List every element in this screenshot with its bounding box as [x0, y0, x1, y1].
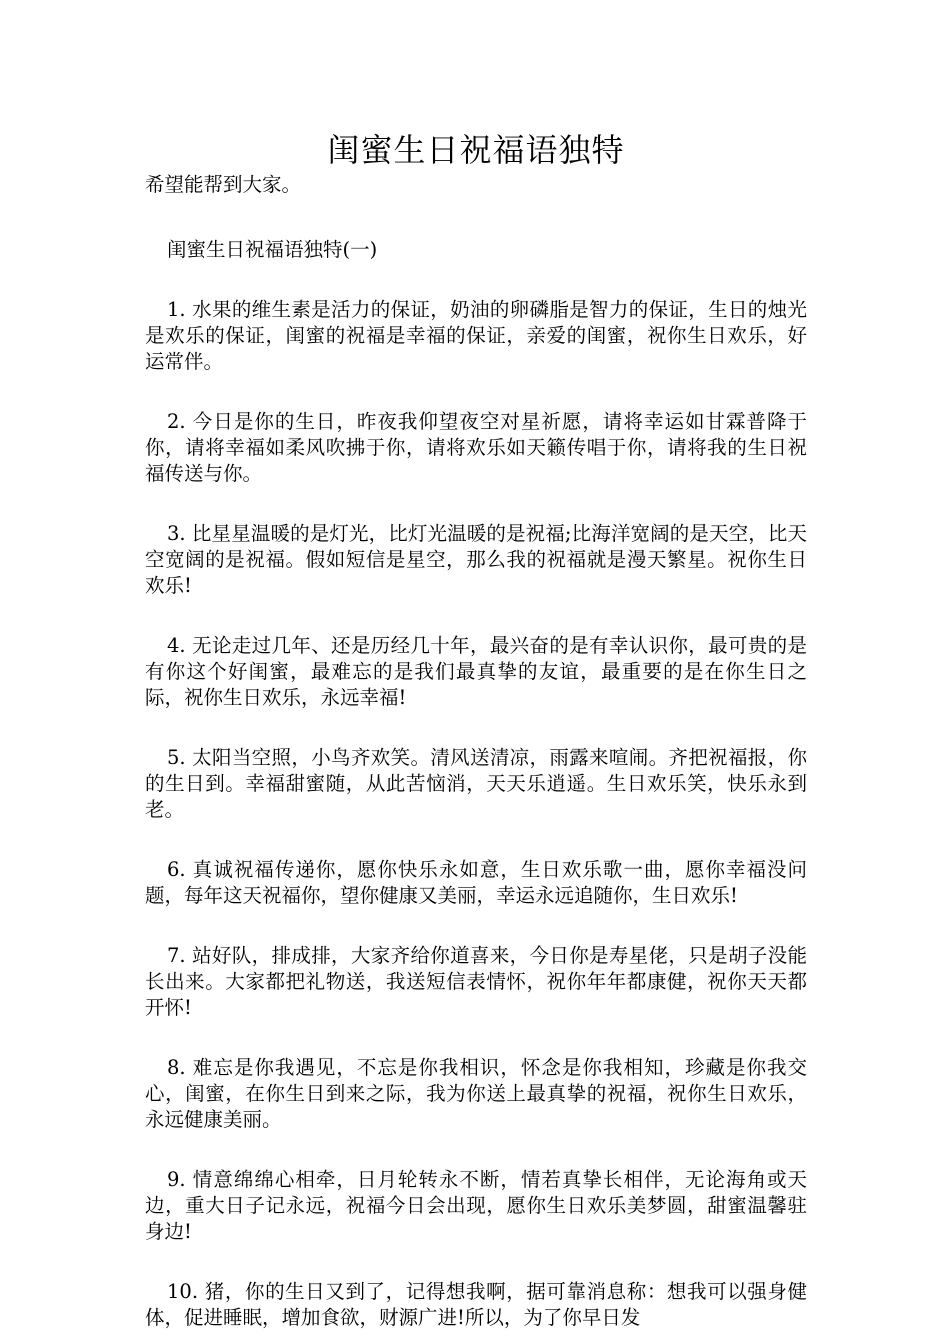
section-heading: 闺蜜生日祝福语独特(一) [167, 238, 378, 261]
paragraph-6: 6. 真诚祝福传递你，愿你快乐永如意，生日欢乐歌一曲，愿你幸福没问题，每年这天祝福你，望你健康又美丽，幸运永远追随你，生日欢乐! [145, 858, 807, 907]
paragraph-4: 4. 无论走过几年、还是历经几十年，最兴奋的是有幸认识你，最可贵的是有你这个好闺蜜，最难忘的是我们最真挚的友谊，最重要的是在你生日之际，祝你生日欢乐，永远幸福! [145, 634, 807, 709]
paragraph-10: 10. 猪，你的生日又到了，记得想我啊，据可靠消息称：想我可以强身健体，促进睡眠，增加食欲，财源广进!所以，为了你早日发 [145, 1280, 807, 1329]
document-title: 闺蜜生日祝福语独特 [327, 131, 625, 169]
intro-text: 希望能帮到大家。 [145, 173, 302, 196]
paragraph-3: 3. 比星星温暖的是灯光，比灯光温暖的是祝福;比海洋宽阔的是天空，比天空宽阔的是祝福。假如短信是星空，那么我的祝福就是漫天繁星。祝你生日欢乐! [145, 522, 807, 597]
paragraph-5: 5. 太阳当空照，小鸟齐欢笑。清风送清凉，雨露来喧闹。齐把祝福报，你的生日到。幸福甜蜜随，从此苦恼消，天天乐逍遥。生日欢乐笑，快乐永到老。 [145, 746, 807, 821]
paragraph-1: 1. 水果的维生素是活力的保证，奶油的卵磷脂是智力的保证，生日的烛光是欢乐的保证，闺蜜的祝福是幸福的保证，亲爱的闺蜜，祝你生日欢乐，好运常伴。 [145, 298, 807, 373]
document-page [145, 128, 807, 1331]
paragraph-list [145, 297, 807, 1331]
paragraph-7: 7. 站好队，排成排，大家齐给你道喜来，今日你是寿星佬，只是胡子没能长出来。大家都把礼物送，我送短信表情怀，祝你年年都康健，祝你天天都开怀! [145, 944, 807, 1019]
paragraph-8: 8. 难忘是你我遇见，不忘是你我相识，怀念是你我相知，珍藏是你我交心，闺蜜，在你生日到来之际，我为你送上最真挚的祝福，祝你生日欢乐，永远健康美丽。 [145, 1056, 807, 1131]
paragraph-9: 9. 情意绵绵心相牵，日月轮转永不断，情若真挚长相伴，无论海角或天边，重大日子记永远，祝福今日会出现，愿你生日欢乐美梦圆，甜蜜温馨驻身边! [145, 1168, 807, 1243]
paragraph-2: 2. 今日是你的生日，昨夜我仰望夜空对星祈愿，请将幸运如甘霖普降于你，请将幸福如柔风吹拂于你，请将欢乐如天籁传唱于你，请将我的生日祝福传送与你。 [145, 410, 807, 485]
